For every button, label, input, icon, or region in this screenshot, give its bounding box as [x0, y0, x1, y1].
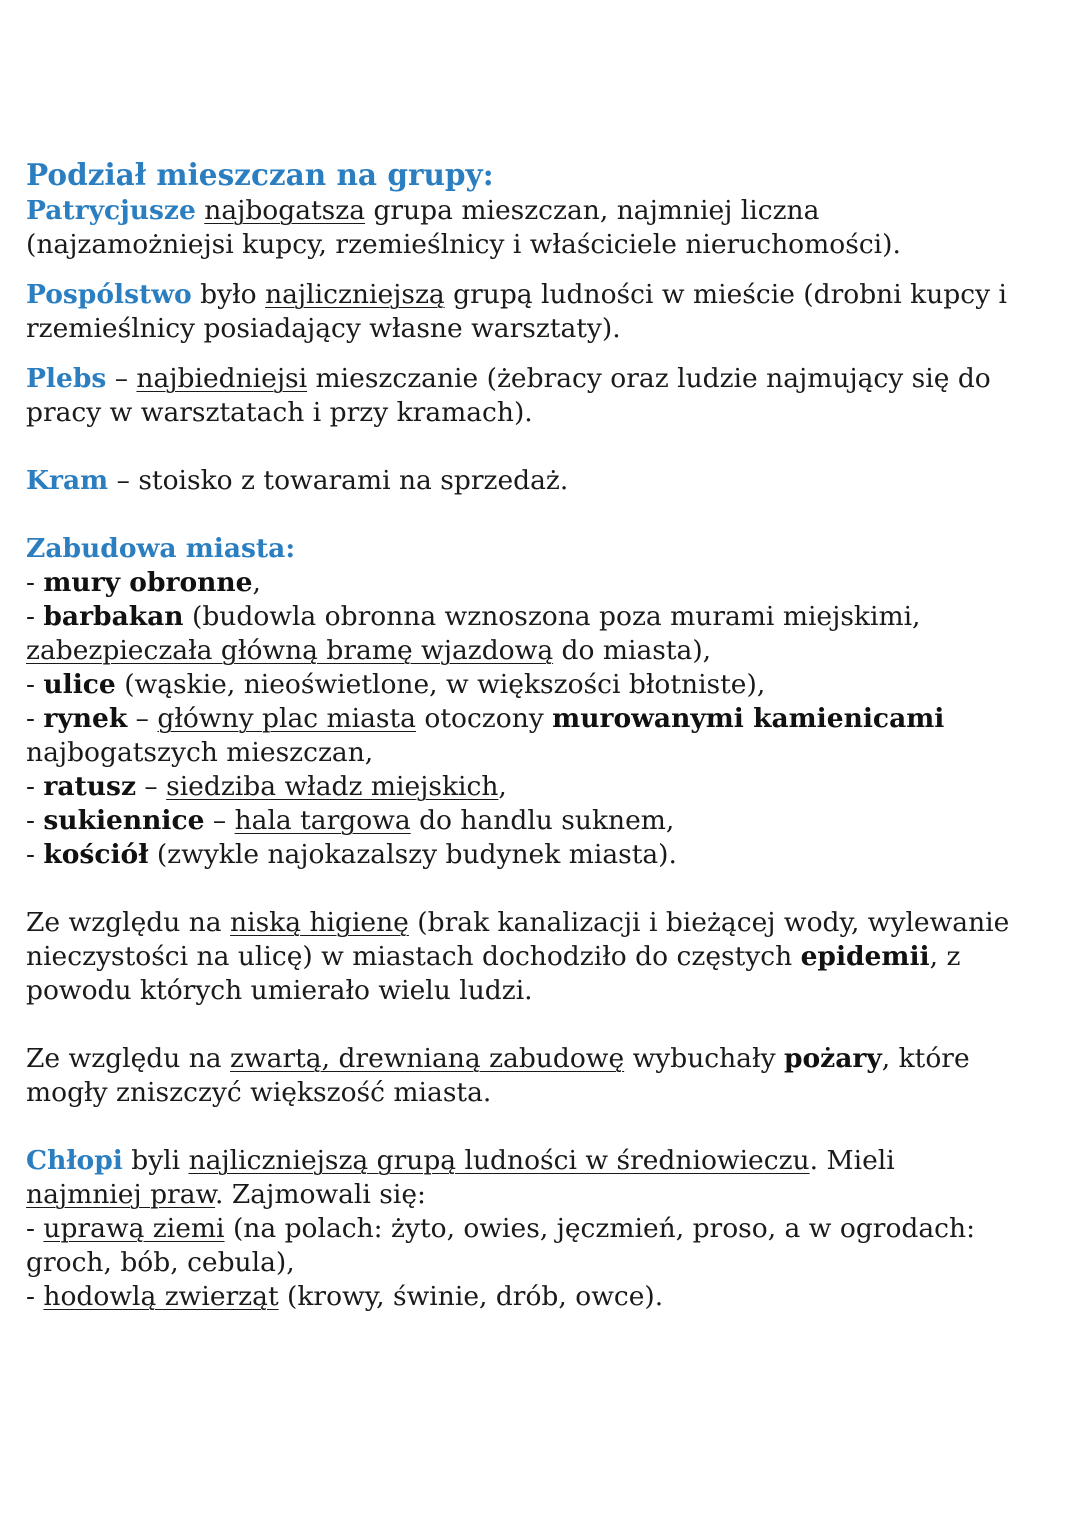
underline-brama: zabezpieczała główną bramę wjazdową — [26, 635, 554, 666]
term-plebs: Plebs — [26, 363, 107, 394]
term-barbakan: barbakan — [43, 601, 184, 632]
text: otoczony — [415, 703, 553, 734]
term-ratusz: ratusz — [43, 771, 136, 802]
text: – — [136, 771, 167, 802]
term-kram: Kram — [26, 465, 109, 496]
list-item-barbakan — [26, 600, 1066, 634]
underline-wladze: siedziba władz miejskich — [166, 771, 499, 802]
text: - — [26, 1281, 44, 1312]
text: byli — [122, 1145, 189, 1176]
bold-kamienice: murowanymi kamienicami — [552, 703, 945, 734]
text: , — [498, 771, 507, 802]
text: grupą ludności w mieście (drobni kupcy i — [444, 279, 1007, 310]
zabudowa-heading: Zabudowa miasta: — [26, 533, 296, 564]
text: - — [26, 771, 44, 802]
paragraph-plebs — [26, 362, 1066, 430]
paragraph-higiena — [26, 906, 1066, 1008]
underline-najliczniejsza: najliczniejszą — [265, 279, 445, 310]
list-item-sukiennice — [26, 804, 1066, 838]
term-patrycjusze: Patrycjusze — [26, 195, 196, 226]
term-chlopi: Chłopi — [26, 1145, 123, 1176]
text: grupa mieszczan, najmniej liczna — [365, 195, 820, 226]
text: wybuchały — [624, 1043, 784, 1074]
text: Ze względu na — [26, 907, 231, 938]
text: mogły zniszczyć większość miasta. — [26, 1077, 492, 1108]
text: pracy w warsztatach i przy kramach). — [26, 397, 533, 428]
text: do handlu suknem, — [410, 805, 675, 836]
text: - — [26, 567, 44, 598]
list-item-uprawa — [26, 1212, 1066, 1246]
text: Ze względu na — [26, 1043, 231, 1074]
term-sukiennice: sukiennice — [43, 805, 205, 836]
text: najbogatszych mieszczan, — [26, 737, 374, 768]
term-mury: mury obronne — [43, 567, 253, 598]
bold-epidemii: epidemii — [800, 941, 930, 972]
text: – — [204, 805, 235, 836]
text: . Zajmowali się: — [215, 1179, 426, 1210]
term-rynek: rynek — [43, 703, 128, 734]
paragraph-pospolstwo — [26, 278, 1066, 346]
text: - — [26, 805, 44, 836]
text: groch, bób, cebula), — [26, 1247, 295, 1278]
list-item-ratusz — [26, 770, 1066, 804]
document-page — [26, 156, 1066, 1314]
list-item-kosciol — [26, 838, 1066, 872]
text: - — [26, 839, 44, 870]
section-chlopi — [26, 1144, 1066, 1314]
text: – — [106, 363, 137, 394]
text: (wąskie, nieoświetlone, w większości błotniste), — [115, 669, 766, 700]
underline-hodowla: hodowlą zwierząt — [43, 1281, 279, 1312]
paragraph-kram — [26, 464, 1066, 498]
text: powodu których umierało wielu ludzi. — [26, 975, 533, 1006]
section-title: Podział mieszczan na grupy: — [26, 157, 494, 192]
underline-hala: hala targowa — [234, 805, 411, 836]
list-item-ulice — [26, 668, 1066, 702]
text: (krowy, świnie, drób, owce). — [278, 1281, 664, 1312]
bold-pozary: pożary — [783, 1043, 882, 1074]
text: (brak kanalizacji i bieżącej wody, wylewanie — [408, 907, 1010, 938]
underline-plac: główny plac miasta — [157, 703, 416, 734]
text: – stoisko z towarami na sprzedaż. — [108, 465, 569, 496]
underline-zabudowa: zwartą, drewnianą zabudowę — [230, 1043, 625, 1074]
text: - — [26, 703, 44, 734]
paragraph-patrycjusze — [26, 194, 1066, 262]
underline-higiena: niską higienę — [230, 907, 409, 938]
section-zabudowa — [26, 532, 1066, 872]
underline-uprawa: uprawą ziemi — [43, 1213, 225, 1244]
text: (na polach: żyto, owies, jęczmień, proso, a w ogrodach: — [224, 1213, 976, 1244]
text: , z — [929, 941, 961, 972]
text: (zwykle najokazalszy budynek miasta). — [148, 839, 677, 870]
text: nieczystości na ulicę) w miastach dochodziło do częstych — [26, 941, 801, 972]
text: , — [252, 567, 261, 598]
paragraph-pozary — [26, 1042, 1066, 1110]
list-item-rynek — [26, 702, 1066, 736]
text: rzemieślnicy posiadający własne warsztaty). — [26, 313, 621, 344]
underline-najliczniejsza-grupa: najliczniejszą grupą ludności w średniowieczu — [188, 1145, 810, 1176]
underline-najbiedniejsi: najbiedniejsi — [136, 363, 308, 394]
text: - — [26, 669, 44, 700]
underline-najmniej-praw: najmniej praw — [26, 1179, 216, 1210]
text: - — [26, 1213, 44, 1244]
term-pospolstwo: Pospólstwo — [26, 279, 192, 310]
text: (najzamożniejsi kupcy, rzemieślnicy i właściciele nieruchomości). — [26, 229, 901, 260]
text: mieszczanie (żebracy oraz ludzie najmujący się do — [307, 363, 991, 394]
text: było — [191, 279, 266, 310]
text: - — [26, 601, 44, 632]
text: . Mieli — [809, 1145, 895, 1176]
term-ulice: ulice — [43, 669, 116, 700]
list-item-hodowla — [26, 1280, 1066, 1314]
text: , które — [881, 1043, 970, 1074]
underline-najbogatsza: najbogatsza — [204, 195, 366, 226]
text: (budowla obronna wznoszona poza murami miejskimi, — [183, 601, 921, 632]
term-kosciol: kościół — [43, 839, 149, 870]
list-item-mury — [26, 566, 1066, 600]
text: – — [127, 703, 158, 734]
text: do miasta), — [553, 635, 712, 666]
